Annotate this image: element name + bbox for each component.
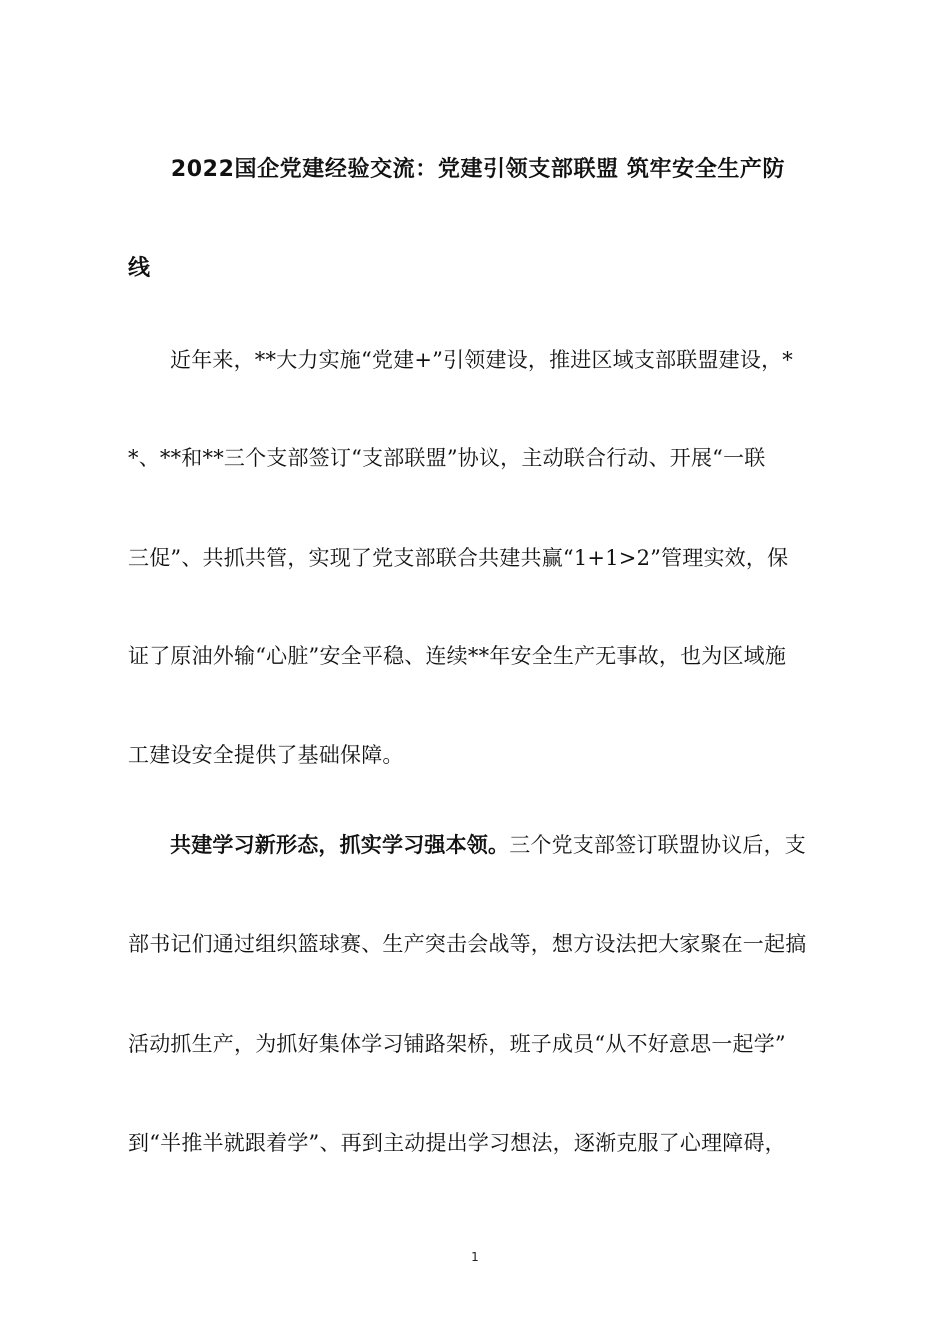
page-number: 1 [471,1250,479,1264]
paragraph-1-line-5: 工建设安全提供了基础保障。 [128,743,404,767]
paragraph-2-line-1 [170,830,848,860]
paragraph-1-line-2: *、**和**三个支部签订“支部联盟”协议，主动联合行动、开展“一联 [128,446,766,470]
paragraph-1-line-4: 证了原油外输“心脏”安全平稳、连续**年安全生产无事故，也为区域施 [128,644,787,668]
paragraph-1-line-1: 近年来，**大力实施“党建+”引领建设，推进区域支部联盟建设，* [170,348,793,372]
paragraph-2-first-line-text: 三个党支部签订联盟协议后，支 [509,833,807,857]
document-title-line-1: 2022国企党建经验交流：党建引领支部联盟 筑牢安全生产防 [170,157,786,182]
paragraph-2-line-3: 活动抓生产，为抓好集体学习铺路架桥，班子成员“从不好意思一起学” [128,1032,786,1056]
paragraph-2-lead: 共建学习新形态，抓实学习强本领。 [170,833,510,857]
paragraph-2-line-2: 部书记们通过组织篮球赛、生产突击会战等，想方设法把大家聚在一起搞 [128,932,807,956]
document-title-line-2: 线 [128,256,151,281]
paragraph-2-line-4: 到“半推半就跟着学”、再到主动提出学习想法，逐渐克服了心理障碍， [128,1131,786,1155]
paragraph-1-line-3: 三促”、共抓共管，实现了党支部联合共建共赢“1+1>2”管理实效，保 [128,546,789,570]
